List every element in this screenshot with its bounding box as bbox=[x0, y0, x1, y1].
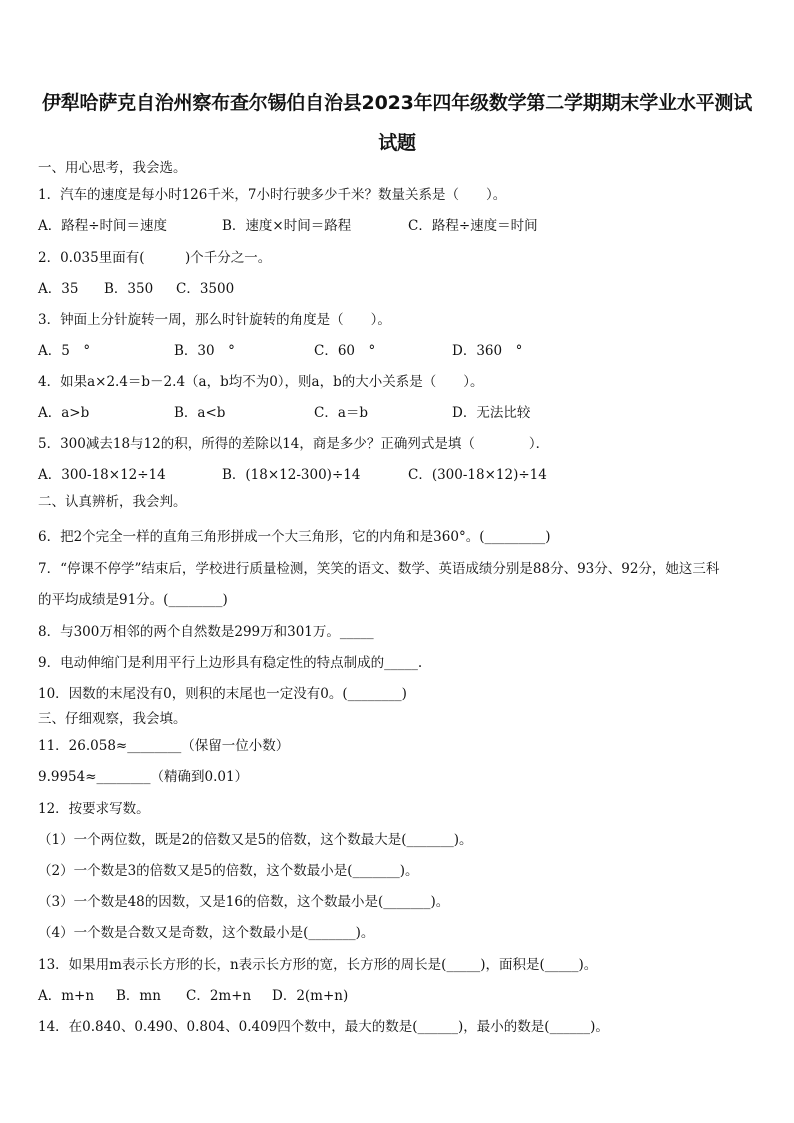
question-13-stem: 13．如果用m表示长方形的长，n表示长方形的宽，长方形的周长是(_____)，面积是(_____)。 bbox=[38, 957, 598, 973]
question-12-part-4: （4）一个数是合数又是奇数，这个数最小是(_______)。 bbox=[38, 925, 375, 941]
question-1-stem: 1．汽车的速度是每小时126千米，7小时行驶多少千米？数量关系是（ ）。 bbox=[38, 187, 507, 203]
question-3-option-b: B．30 ° bbox=[174, 343, 235, 359]
question-7-line1: 7．“停课不停学”结束后，学校进行质量检测，笑笑的语文、数学、英语成绩分别是88分、93分、92分，她这三科 bbox=[38, 561, 720, 577]
question-12-part-1: （1）一个两位数，既是2的倍数又是5的倍数，这个数最大是(_______)。 bbox=[38, 832, 473, 848]
question-2-option-c: C．3500 bbox=[176, 281, 235, 297]
question-12-stem: 12．按要求写数。 bbox=[38, 801, 150, 817]
page-title-line1: 伊犁哈萨克自治州察布查尔锡伯自治县2023年四年级数学第二学期期末学业水平测试 bbox=[41, 92, 753, 114]
question-4-option-d: D．无法比较 bbox=[452, 405, 531, 421]
section-heading-fill: 三、仔细观察，我会填。 bbox=[38, 711, 187, 727]
question-12-part-3: （3）一个数是48的因数，又是16的倍数，这个数最小是(_______)。 bbox=[38, 894, 450, 910]
question-1-option-c: C．路程÷速度＝时间 bbox=[408, 218, 538, 234]
section-heading-choice: 一、用心思考，我会选。 bbox=[38, 160, 187, 176]
question-3-option-a: A．5 ° bbox=[38, 343, 91, 359]
question-5-stem: 5．300减去18与12的积，所得的差除以14，商是多少？正确列式是填（ ）． bbox=[38, 436, 550, 452]
question-14: 14．在0.840、0.490、0.804、0.409四个数中，最大的数是(______)，最小的数是(______)。 bbox=[38, 1019, 609, 1035]
question-4-option-b: B．a<b bbox=[174, 405, 226, 421]
page-title-line2: 试题 bbox=[378, 132, 416, 154]
question-2-option-b: B．350 bbox=[104, 281, 154, 297]
question-7-line2: 的平均成绩是91分。(________) bbox=[38, 592, 228, 608]
question-4-option-a: A．a>b bbox=[38, 405, 90, 421]
question-13-option-b: B．mn bbox=[116, 988, 161, 1004]
question-11-line2: 9.9954≈________（精确到0.01） bbox=[38, 769, 249, 785]
question-11-line1: 11．26.058≈________（保留一位小数） bbox=[38, 738, 290, 754]
question-4-stem: 4．如果a×2.4＝b－2.4（a，b均不为0），则a，b的大小关系是（ ）。 bbox=[38, 374, 484, 390]
question-1-option-b: B．速度×时间＝路程 bbox=[222, 218, 352, 234]
question-8: 8．与300万相邻的两个自然数是299万和301万。_____ bbox=[38, 624, 374, 640]
question-3-option-d: D．360 ° bbox=[452, 343, 523, 359]
question-12-part-2: （2）一个数是3的倍数又是5的倍数，这个数最小是(_______)。 bbox=[38, 863, 419, 879]
question-13-option-d: D．2(m+n) bbox=[272, 988, 349, 1004]
question-9: 9．电动伸缩门是利用平行上边形具有稳定性的特点制成的_____. bbox=[38, 655, 423, 671]
question-5-option-c: C．(300-18×12)÷14 bbox=[408, 467, 547, 483]
section-heading-judge: 二、认真辨析，我会判。 bbox=[38, 494, 187, 510]
question-10: 10．因数的末尾没有0，则积的末尾也一定没有0。(________) bbox=[38, 686, 407, 702]
question-5-option-a: A．300-18×12÷14 bbox=[38, 467, 166, 483]
question-2-option-a: A．35 bbox=[38, 281, 79, 297]
question-6: 6．把2个完全一样的直角三角形拼成一个大三角形，它的内角和是360°。(_________) bbox=[38, 529, 551, 545]
question-5-option-b: B．(18×12-300)÷14 bbox=[222, 467, 361, 483]
question-2-stem: 2．0.035里面有( )个千分之一。 bbox=[38, 250, 272, 266]
question-13-option-c: C．2m+n bbox=[186, 988, 252, 1004]
question-3-option-c: C．60 ° bbox=[314, 343, 376, 359]
question-1-option-a: A．路程÷时间＝速度 bbox=[38, 218, 168, 234]
question-3-stem: 3．钟面上分针旋转一周，那么时针旋转的角度是（ ）。 bbox=[38, 312, 391, 328]
question-4-option-c: C．a＝b bbox=[314, 405, 369, 421]
question-13-option-a: A．m+n bbox=[38, 988, 95, 1004]
